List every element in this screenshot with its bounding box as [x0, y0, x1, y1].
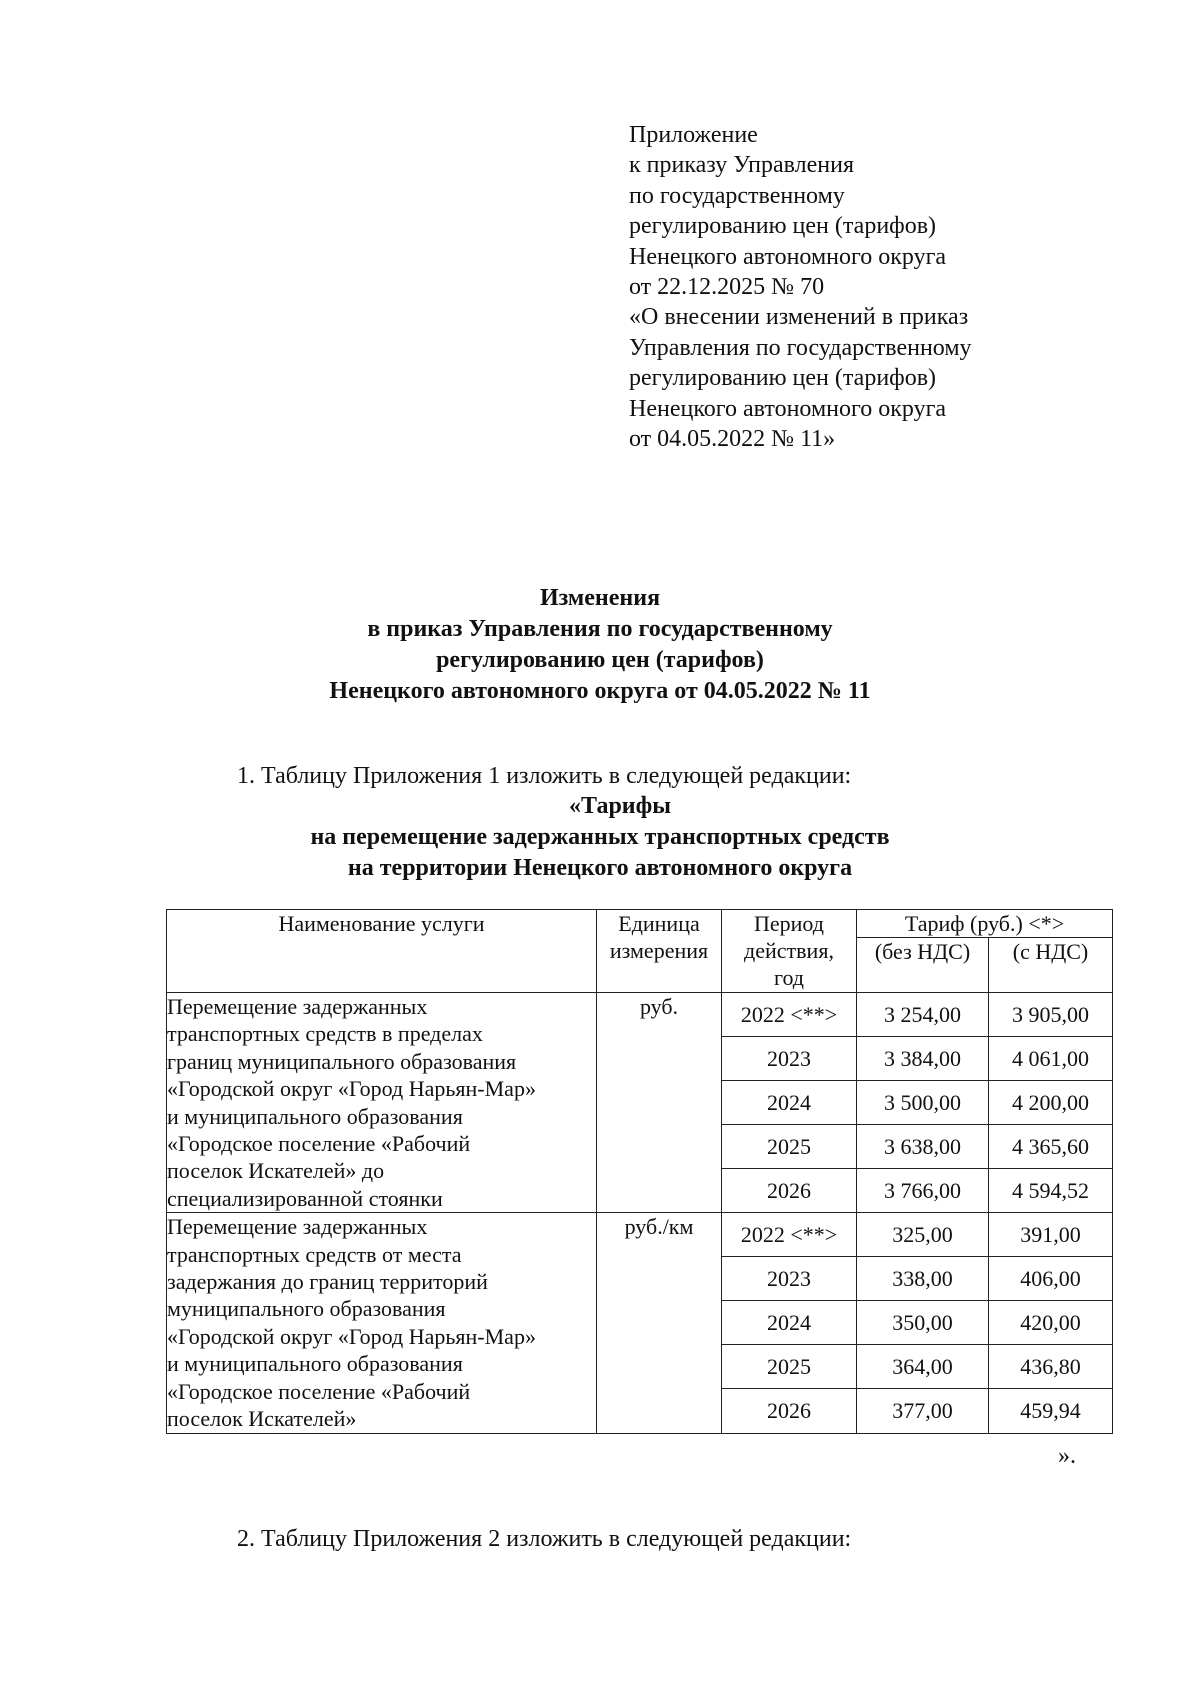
tariff-without-vat-cell: 377,00	[857, 1389, 989, 1433]
tariff-without-vat-cell: 338,00	[857, 1257, 989, 1301]
service-name-line: Перемещение задержанных	[167, 994, 428, 1019]
year-cell: 2022 <**>	[722, 993, 857, 1037]
service-name-line: и муниципального образования	[167, 1351, 463, 1377]
service-name-line: задержания до границ территорий	[167, 1269, 488, 1295]
tariff-without-vat-cell: 3 384,00	[857, 1037, 989, 1081]
table-row	[167, 993, 1113, 1037]
tariff-with-vat-cell: 3 905,00	[989, 993, 1113, 1037]
tariffs-table	[166, 909, 1113, 1434]
service-name-line: и муниципального образования	[167, 1103, 463, 1129]
document-title	[0, 583, 1200, 707]
service-name-line: «Городское поселение «Рабочий	[167, 1378, 471, 1404]
tariff-with-vat-cell: 4 200,00	[989, 1081, 1113, 1125]
year-cell: 2024	[722, 1081, 857, 1125]
appendix-line: Ненецкого автономного округа	[629, 243, 947, 270]
appendix-line: по государственному	[629, 182, 845, 209]
header-unit-line: измерения	[609, 938, 709, 963]
item-2-text: 2. Таблицу Приложения 2 изложить в следующей редакции:	[237, 1526, 852, 1552]
tariff-without-vat-cell: 3 638,00	[857, 1125, 989, 1169]
tariff-without-vat-cell: 3 500,00	[857, 1081, 989, 1125]
table-title-line: на территории Ненецкого автономного округа	[347, 855, 853, 881]
year-cell: 2024	[722, 1301, 857, 1345]
tariff-with-vat-cell: 4 365,60	[989, 1125, 1113, 1169]
header-tariff: Тариф (руб.) <*>	[857, 910, 1113, 938]
service-name-line: границ муниципального образования	[167, 1048, 517, 1074]
service-name-line: муниципального образования	[167, 1296, 446, 1322]
tariff-without-vat-cell: 350,00	[857, 1301, 989, 1345]
service-name-cell	[167, 1213, 597, 1433]
appendix-line: к приказу Управления	[629, 152, 855, 179]
table-title-line: на перемещение задержанных транспортных средств	[310, 824, 890, 850]
item-1-text: 1. Таблицу Приложения 1 изложить в следующей редакции:	[237, 763, 852, 789]
header-service: Наименование услуги	[167, 910, 597, 993]
tariff-without-vat-cell: 364,00	[857, 1345, 989, 1389]
appendix-line: Управления по государственному	[629, 334, 972, 361]
year-cell: 2026	[722, 1169, 857, 1213]
header-period	[722, 910, 857, 993]
header-unit-line: Единица	[618, 911, 700, 936]
title-line: регулированию цен (тарифов)	[436, 647, 764, 673]
table-title-line: «Тарифы	[569, 793, 671, 819]
service-name-line: специализированной стоянки	[167, 1185, 443, 1211]
table-row	[167, 1213, 1113, 1257]
appendix-line: Ненецкого автономного округа	[629, 395, 947, 422]
year-cell: 2026	[722, 1389, 857, 1433]
unit-cell: руб.	[597, 993, 722, 1213]
title-line: в приказ Управления по государственному	[367, 616, 833, 642]
appendix-line: регулированию цен (тарифов)	[629, 365, 937, 392]
unit-cell: руб./км	[597, 1213, 722, 1433]
appendix-line: регулированию цен (тарифов)	[629, 213, 937, 240]
appendix-line: Приложение	[629, 122, 758, 148]
title-line: Ненецкого автономного округа от 04.05.2022 № 11	[329, 678, 871, 704]
appendix-line: «О внесении изменений в приказ	[629, 304, 969, 331]
service-name-cell	[167, 993, 597, 1213]
tariff-without-vat-cell: 3 254,00	[857, 993, 989, 1037]
year-cell: 2023	[722, 1257, 857, 1301]
tariff-without-vat-cell: 325,00	[857, 1213, 989, 1257]
tariff-with-vat-cell: 4 594,52	[989, 1169, 1113, 1213]
header-period-line: год	[773, 965, 805, 990]
service-name-line: поселок Искателей» до	[167, 1158, 385, 1184]
tariff-with-vat-cell: 406,00	[989, 1257, 1113, 1301]
service-name-line: Перемещение задержанных	[167, 1214, 428, 1240]
table-title	[0, 791, 1200, 884]
tariff-with-vat-cell: 436,80	[989, 1345, 1113, 1389]
header-period-line: Период	[754, 911, 824, 936]
service-name-line: транспортных средств в пределах	[167, 1021, 483, 1047]
appendix-block	[629, 120, 1109, 454]
header-with-vat: (с НДС)	[989, 938, 1113, 993]
service-name-line: транспортных средств от места	[167, 1241, 462, 1267]
service-name-line: поселок Искателей»	[167, 1406, 357, 1432]
tariff-with-vat-cell: 391,00	[989, 1213, 1113, 1257]
year-cell: 2022 <**>	[722, 1213, 857, 1257]
header-period-line: действия,	[744, 938, 834, 963]
title-line: Изменения	[539, 585, 661, 611]
year-cell: 2025	[722, 1345, 857, 1389]
service-name-line: «Городское поселение «Рабочий	[167, 1131, 471, 1157]
year-cell: 2023	[722, 1037, 857, 1081]
service-name-line: «Городской округ «Город Нарьян-Мар»	[167, 1323, 536, 1349]
tariff-without-vat-cell: 3 766,00	[857, 1169, 989, 1213]
tariff-with-vat-cell: 4 061,00	[989, 1037, 1113, 1081]
closing-quote-mark: ».	[1058, 1443, 1076, 1469]
header-without-vat: (без НДС)	[857, 938, 989, 993]
tariff-with-vat-cell: 459,94	[989, 1389, 1113, 1433]
appendix-line: от 22.12.2025 № 70	[629, 274, 825, 301]
year-cell: 2025	[722, 1125, 857, 1169]
service-name-line: «Городской округ «Город Нарьян-Мар»	[167, 1076, 536, 1102]
header-unit	[597, 910, 722, 993]
appendix-line: от 04.05.2022 № 11»	[629, 426, 836, 453]
tariff-with-vat-cell: 420,00	[989, 1301, 1113, 1345]
